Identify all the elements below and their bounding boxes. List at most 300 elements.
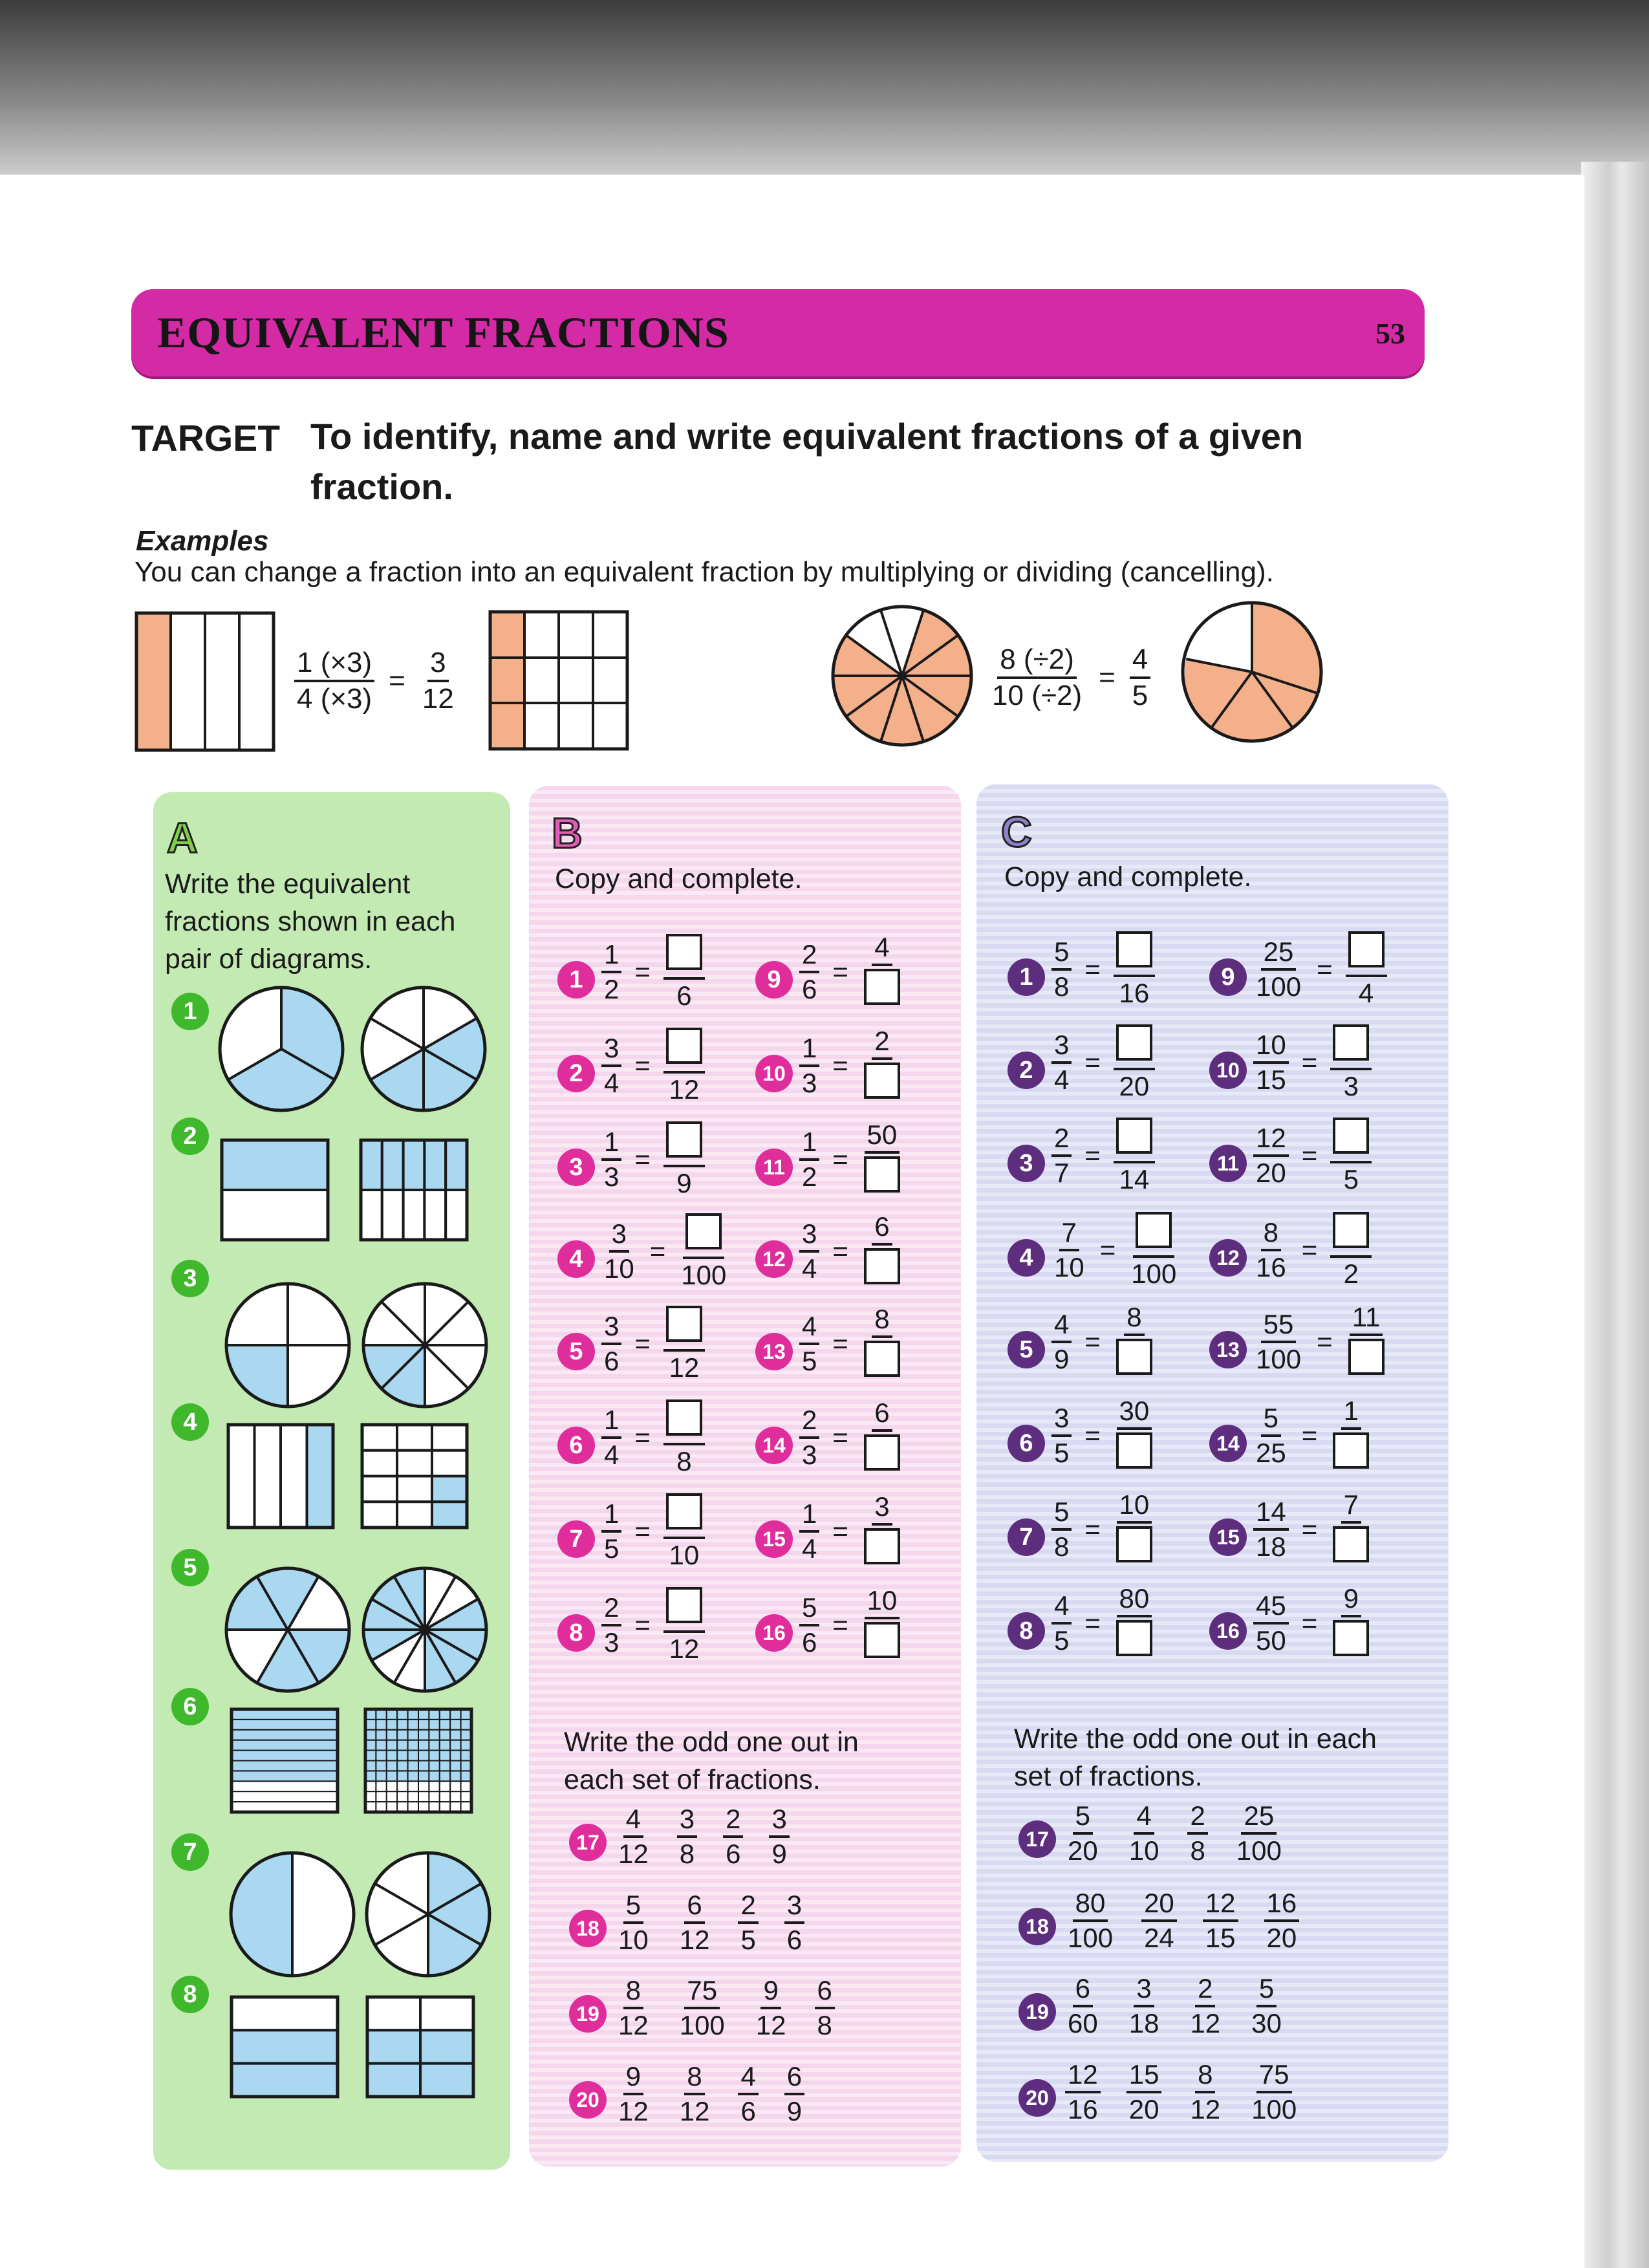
numerator bbox=[1114, 931, 1155, 977]
target-fraction bbox=[663, 1493, 705, 1569]
question-10 bbox=[799, 1028, 903, 1103]
question-1 bbox=[601, 934, 705, 1010]
set-fraction-4 bbox=[784, 1892, 804, 1954]
question-number-badge: 9 bbox=[1209, 958, 1247, 996]
grid-cell bbox=[255, 1425, 281, 1528]
denominator: 10 bbox=[604, 1253, 634, 1284]
answer-box[interactable] bbox=[666, 1399, 702, 1436]
denominator: 2 bbox=[802, 1161, 817, 1192]
numerator: 4 bbox=[1051, 1311, 1072, 1343]
answer-box[interactable] bbox=[666, 934, 702, 970]
numerator: 1 bbox=[601, 1500, 621, 1533]
denominator: 25 bbox=[1256, 1437, 1286, 1468]
question-7 bbox=[1051, 1491, 1155, 1567]
grid-cell bbox=[418, 1751, 429, 1761]
denominator: 6 bbox=[726, 1839, 741, 1869]
answer-box[interactable] bbox=[1333, 1024, 1369, 1061]
numerator: 5 bbox=[1261, 1405, 1281, 1437]
set-fraction-2 bbox=[1126, 1975, 1162, 2037]
grid-cell bbox=[387, 1751, 397, 1761]
numerator bbox=[663, 1493, 705, 1539]
grid-cell bbox=[376, 1771, 386, 1781]
target-fraction bbox=[1330, 1212, 1372, 1288]
denominator: 100 bbox=[1256, 971, 1302, 1002]
answer-box[interactable] bbox=[864, 1063, 900, 1099]
given-fraction bbox=[1051, 1308, 1072, 1374]
denominator bbox=[861, 1338, 903, 1381]
question-1 bbox=[1051, 931, 1155, 1007]
answer-box[interactable] bbox=[666, 1306, 702, 1342]
question-number-badge: 2 bbox=[1008, 1052, 1045, 1089]
grid-cell bbox=[387, 1781, 397, 1791]
denominator: 100 bbox=[1251, 2094, 1297, 2124]
grid-cell bbox=[376, 1761, 386, 1771]
example-quarters-diagram bbox=[135, 611, 275, 752]
set-fraction-3 bbox=[723, 1806, 743, 1868]
equals-sign: = bbox=[832, 956, 848, 987]
target-fraction bbox=[663, 1306, 705, 1381]
numerator: 2 bbox=[872, 1028, 892, 1060]
numerator bbox=[663, 1587, 705, 1633]
grid-cell bbox=[450, 1771, 460, 1781]
question-number-badge: 10 bbox=[1209, 1052, 1247, 1089]
grid-cell bbox=[424, 1140, 446, 1190]
question-15 bbox=[799, 1493, 903, 1569]
answer-box[interactable] bbox=[1136, 1212, 1172, 1248]
numerator: 75 bbox=[1256, 2061, 1292, 2093]
question-14 bbox=[1253, 1398, 1372, 1473]
examples-label: Examples bbox=[136, 525, 269, 557]
question-number-badge: 12 bbox=[1209, 1239, 1247, 1277]
question-8 bbox=[1051, 1585, 1155, 1661]
given-fraction bbox=[1253, 1592, 1289, 1654]
question-number-badge: 5 bbox=[1008, 1331, 1045, 1368]
diagram-3-quarters bbox=[223, 1280, 352, 1410]
answer-box[interactable] bbox=[864, 1341, 900, 1377]
diagram-1-thirds bbox=[217, 984, 346, 1114]
diagram-8-thirds bbox=[230, 1995, 339, 2099]
grid-cell bbox=[450, 1720, 460, 1730]
examples-text: You can change a fraction into an equivalent fraction by multiplying or dividing (cancelling). bbox=[135, 556, 1274, 588]
grid-cell bbox=[440, 1720, 450, 1730]
denominator: 12 bbox=[669, 1634, 700, 1664]
denominator: 4 bbox=[604, 1439, 620, 1470]
denominator: 100 bbox=[1256, 1343, 1302, 1374]
target-fraction bbox=[861, 1213, 903, 1289]
denominator: 8 bbox=[1190, 1835, 1205, 1866]
numerator bbox=[663, 1121, 705, 1167]
grid-cell bbox=[404, 1140, 425, 1190]
set-fraction-2 bbox=[1126, 1802, 1162, 1864]
given-fraction bbox=[799, 1220, 819, 1282]
equals-sign: = bbox=[1084, 1139, 1101, 1171]
denominator: 24 bbox=[1144, 1923, 1174, 1953]
target-fraction bbox=[1114, 1491, 1155, 1567]
denominator bbox=[1114, 1617, 1155, 1661]
target-label: TARGET bbox=[131, 418, 281, 459]
given-fraction bbox=[1253, 1402, 1289, 1468]
given-fraction bbox=[1051, 1216, 1087, 1282]
grid-cell bbox=[397, 1425, 432, 1451]
numerator bbox=[1346, 931, 1387, 977]
question-5 bbox=[1051, 1304, 1155, 1379]
question-16 bbox=[1253, 1585, 1372, 1661]
odd-set-19 bbox=[1065, 1975, 1284, 2037]
denominator: 9 bbox=[771, 1839, 787, 1869]
section-a-letter: A bbox=[167, 814, 198, 861]
diagram-6-hundredths bbox=[363, 1707, 473, 1814]
pie-sector bbox=[231, 1853, 292, 1976]
question-number-badge: 13 bbox=[1209, 1331, 1247, 1368]
answer-box[interactable] bbox=[1348, 1339, 1385, 1375]
question-number-badge: 1 bbox=[171, 993, 209, 1030]
numerator: 3 bbox=[1051, 1405, 1072, 1437]
grid-cell bbox=[432, 1502, 467, 1528]
question-number-badge: 2 bbox=[557, 1055, 595, 1092]
equals-sign: = bbox=[649, 1235, 666, 1266]
grid-cell bbox=[376, 1740, 386, 1751]
target-fraction bbox=[1114, 1304, 1155, 1379]
denominator: 12 bbox=[669, 1352, 700, 1383]
grid-cell bbox=[397, 1502, 432, 1528]
question-16 bbox=[799, 1587, 903, 1663]
question-4 bbox=[601, 1213, 729, 1289]
denominator: 12 bbox=[618, 2010, 649, 2040]
grid-cell bbox=[397, 1476, 432, 1502]
grid-cell bbox=[376, 1720, 386, 1730]
target-fraction bbox=[861, 1587, 903, 1663]
question-12 bbox=[799, 1213, 903, 1289]
section-b-letter: B bbox=[552, 809, 583, 857]
set-fraction-1 bbox=[1065, 1975, 1101, 2037]
question-number-badge: 3 bbox=[1008, 1145, 1045, 1182]
section-b-instruction: Copy and complete. bbox=[555, 863, 803, 894]
grid-cell bbox=[420, 2030, 473, 2063]
grid-cell bbox=[232, 1720, 338, 1730]
odd-set-20 bbox=[1065, 2061, 1299, 2123]
numerator: 12 bbox=[1253, 1125, 1289, 1157]
equals-sign: = bbox=[1301, 1139, 1318, 1171]
scan-shadow-top bbox=[0, 0, 1649, 188]
numerator: 11 bbox=[1350, 1304, 1383, 1336]
denominator: 4 bbox=[802, 1533, 817, 1564]
example-twelfths-diagram bbox=[488, 610, 629, 751]
answer-box[interactable] bbox=[1116, 1024, 1152, 1061]
denominator bbox=[861, 1060, 903, 1103]
given-fraction bbox=[1051, 1031, 1072, 1094]
question-number-badge: 20 bbox=[1018, 2079, 1056, 2117]
numerator: 25 bbox=[1241, 1802, 1277, 1835]
set-fraction-4 bbox=[815, 1977, 835, 2039]
grid-cell bbox=[429, 1740, 439, 1751]
section-c-instruction: Copy and complete. bbox=[1004, 861, 1252, 892]
equals-sign: = bbox=[634, 1050, 651, 1081]
answer-box[interactable] bbox=[666, 1587, 702, 1623]
grid-cell bbox=[432, 1451, 467, 1476]
answer-box[interactable] bbox=[1333, 1118, 1369, 1154]
set-fraction-4 bbox=[1234, 1802, 1284, 1864]
answer-box[interactable] bbox=[864, 1248, 900, 1284]
set-fraction-2 bbox=[677, 2063, 713, 2125]
denominator: 15 bbox=[1205, 1923, 1236, 1953]
answer-box[interactable] bbox=[1333, 1432, 1369, 1469]
denominator: 6 bbox=[740, 2096, 756, 2126]
grid-cell bbox=[367, 2030, 420, 2063]
section-c-letter: C bbox=[1001, 808, 1032, 856]
answer-box[interactable] bbox=[1116, 1526, 1152, 1562]
question-number-badge: 4 bbox=[1008, 1239, 1045, 1277]
section-b-odd-instruction: Write the odd one out in each set of fractions. bbox=[564, 1727, 859, 1795]
denominator: 18 bbox=[1256, 1531, 1286, 1562]
question-number-badge: 19 bbox=[569, 1995, 607, 2033]
question-number-badge: 7 bbox=[171, 1833, 209, 1871]
set-fraction-2 bbox=[677, 1892, 713, 1954]
numerator bbox=[1114, 1024, 1155, 1070]
grid-cell bbox=[232, 1730, 338, 1740]
numerator: 3 bbox=[677, 1806, 697, 1838]
question-number-badge: 1 bbox=[557, 961, 595, 999]
target-fraction bbox=[663, 1399, 705, 1475]
target-fraction bbox=[1114, 1585, 1155, 1661]
question-number-badge: 17 bbox=[1018, 1820, 1056, 1858]
numerator bbox=[1114, 1118, 1155, 1163]
question-number-badge: 4 bbox=[171, 1403, 209, 1441]
answer-box[interactable] bbox=[1116, 1118, 1152, 1154]
answer-box[interactable] bbox=[666, 1028, 702, 1064]
target-fraction bbox=[861, 1028, 903, 1103]
grid-cell bbox=[429, 1720, 439, 1730]
given-fraction bbox=[799, 1404, 819, 1470]
denominator bbox=[1330, 1430, 1372, 1473]
example-equation-1 bbox=[294, 649, 457, 713]
denominator: 50 bbox=[1256, 1625, 1286, 1656]
set-fraction-1 bbox=[1065, 2061, 1101, 2123]
answer-box[interactable] bbox=[1333, 1212, 1369, 1248]
answer-box[interactable] bbox=[666, 1493, 702, 1529]
denominator: 60 bbox=[1068, 2008, 1098, 2038]
target-fraction bbox=[663, 934, 705, 1010]
grid-cell bbox=[408, 1751, 418, 1761]
question-11 bbox=[799, 1121, 903, 1197]
grid-cell bbox=[429, 1751, 439, 1761]
answer-box[interactable] bbox=[864, 969, 900, 1005]
denominator: 20 bbox=[1266, 1923, 1297, 1953]
answer-box[interactable] bbox=[864, 1434, 900, 1471]
numerator: 10 bbox=[1117, 1491, 1152, 1524]
denominator: 100 bbox=[1236, 1835, 1282, 1866]
question-6 bbox=[601, 1399, 705, 1475]
numerator: 5 bbox=[623, 1892, 643, 1924]
question-number-badge: 15 bbox=[755, 1520, 793, 1558]
equals-sign: = bbox=[832, 1609, 848, 1640]
denominator: 20 bbox=[1128, 2094, 1159, 2124]
denominator: 4 bbox=[1358, 978, 1374, 1008]
equals-sign: = bbox=[832, 1050, 848, 1081]
denominator: 30 bbox=[1251, 2008, 1282, 2038]
grid-cell bbox=[361, 1140, 382, 1190]
answer-box[interactable] bbox=[864, 1622, 900, 1658]
equals-sign: = bbox=[1099, 662, 1116, 693]
grid-cell bbox=[376, 1781, 386, 1791]
odd-set-18 bbox=[1065, 1890, 1299, 1952]
grid-cell bbox=[281, 1425, 307, 1528]
numerator: 2 bbox=[738, 1892, 758, 1924]
equals-sign: = bbox=[1317, 1326, 1333, 1357]
denominator: 100 bbox=[679, 2010, 725, 2040]
question-2 bbox=[601, 1028, 705, 1103]
set-fraction-1 bbox=[1065, 1802, 1101, 1864]
denominator: 3 bbox=[604, 1626, 620, 1658]
grid-cell bbox=[429, 1761, 439, 1771]
example-1-denominator: 4 (×3) bbox=[297, 683, 372, 715]
denominator: 18 bbox=[1128, 2008, 1159, 2038]
grid-cell bbox=[432, 1425, 467, 1451]
question-number-badge: 18 bbox=[569, 1910, 607, 1947]
numerator: 4 bbox=[799, 1313, 819, 1345]
grid-cell bbox=[450, 1730, 460, 1740]
equals-sign: = bbox=[1084, 1607, 1101, 1638]
answer-box[interactable] bbox=[1333, 1526, 1369, 1562]
grid-cell bbox=[404, 1190, 425, 1240]
diagram-2-tenths bbox=[359, 1138, 469, 1242]
numerator: 3 bbox=[769, 1806, 789, 1838]
grid-cell bbox=[424, 1190, 446, 1240]
equals-sign: = bbox=[1084, 1046, 1101, 1077]
equals-sign: = bbox=[389, 665, 405, 697]
grid-cell bbox=[418, 1730, 429, 1740]
numerator: 4 bbox=[1051, 1592, 1072, 1625]
numerator: 1 bbox=[799, 1035, 819, 1067]
answer-box[interactable] bbox=[685, 1213, 722, 1249]
question-number-badge: 4 bbox=[557, 1240, 595, 1278]
target-fraction bbox=[861, 934, 903, 1010]
grid-cell bbox=[376, 1730, 386, 1740]
set-fraction-3 bbox=[753, 1977, 789, 2039]
grid-cell bbox=[440, 1730, 450, 1740]
numerator bbox=[663, 1028, 705, 1074]
diagram-5-sixths bbox=[223, 1565, 352, 1694]
grid-cell bbox=[397, 1720, 407, 1730]
given-fraction bbox=[799, 1310, 819, 1376]
denominator: 100 bbox=[681, 1260, 727, 1290]
grid-cell bbox=[376, 1791, 386, 1802]
grid-cell bbox=[307, 1425, 334, 1528]
target-fraction bbox=[861, 1121, 903, 1197]
grid-cell bbox=[387, 1771, 397, 1781]
denominator: 12 bbox=[755, 2010, 786, 2040]
denominator bbox=[861, 1526, 903, 1569]
question-number-badge: 10 bbox=[755, 1055, 793, 1092]
answer-box[interactable] bbox=[1333, 1620, 1369, 1656]
target-fraction bbox=[1330, 1398, 1372, 1473]
answer-box[interactable] bbox=[1116, 1339, 1152, 1375]
numerator: 25 bbox=[1261, 938, 1297, 971]
grid-cell bbox=[232, 1781, 338, 1791]
numerator: 3 bbox=[799, 1220, 819, 1253]
denominator: 8 bbox=[817, 2010, 832, 2040]
numerator: 5 bbox=[1051, 1498, 1072, 1531]
question-number-badge: 1 bbox=[1008, 958, 1045, 996]
question-number-badge: 5 bbox=[557, 1333, 595, 1370]
equals-sign: = bbox=[1301, 1420, 1318, 1451]
section-a-instruction: Write the equivalent fractions shown in each pair of diagrams. bbox=[165, 869, 456, 975]
grid-cell bbox=[397, 1791, 407, 1802]
answer-box[interactable] bbox=[1116, 1620, 1152, 1656]
numerator: 4 bbox=[738, 2063, 758, 2095]
denominator: 10 bbox=[1054, 1251, 1084, 1282]
grid-cell bbox=[232, 1761, 338, 1771]
numerator: 20 bbox=[1141, 1890, 1177, 1922]
grid-cell bbox=[232, 1740, 338, 1751]
answer-box[interactable] bbox=[1348, 931, 1385, 967]
numerator bbox=[1133, 1212, 1174, 1258]
answer-box[interactable] bbox=[864, 1528, 900, 1564]
section-c-odd-instruction: Write the odd one out in each set of fractions. bbox=[1014, 1723, 1377, 1792]
numerator: 6 bbox=[872, 1399, 892, 1432]
denominator: 8 bbox=[1054, 971, 1070, 1002]
denominator bbox=[1114, 1524, 1155, 1567]
question-3 bbox=[601, 1121, 705, 1197]
equals-sign: = bbox=[1084, 953, 1101, 984]
given-fraction bbox=[1051, 938, 1072, 1000]
numerator: 8 bbox=[684, 2063, 704, 2095]
diagram-8-sixths bbox=[365, 1995, 475, 2099]
answer-box[interactable] bbox=[1116, 931, 1152, 967]
grid-cell bbox=[418, 1761, 429, 1771]
equals-sign: = bbox=[1301, 1046, 1318, 1077]
denominator: 2 bbox=[1343, 1258, 1359, 1289]
example-tenths-pie bbox=[831, 605, 973, 747]
given-fraction bbox=[601, 1310, 621, 1376]
numerator: 30 bbox=[1117, 1398, 1152, 1430]
numerator: 55 bbox=[1261, 1311, 1297, 1343]
diagram-2-halves bbox=[220, 1138, 330, 1242]
denominator: 6 bbox=[802, 1626, 817, 1658]
diagram-4-quarters bbox=[226, 1423, 335, 1529]
answer-box[interactable] bbox=[1116, 1432, 1152, 1469]
target-fraction bbox=[678, 1213, 729, 1289]
grid-cell bbox=[440, 1781, 450, 1791]
numerator: 2 bbox=[799, 1407, 819, 1439]
grid-cell bbox=[362, 1451, 397, 1476]
denominator: 5 bbox=[740, 1925, 756, 1955]
set-fraction-2 bbox=[677, 1806, 697, 1868]
grid-cell bbox=[397, 1771, 407, 1781]
given-fraction bbox=[1051, 1498, 1072, 1561]
target-fraction bbox=[1128, 1212, 1179, 1288]
odd-set-17 bbox=[616, 1806, 790, 1868]
numerator bbox=[663, 1306, 705, 1352]
denominator: 5 bbox=[604, 1533, 620, 1564]
grid-cell bbox=[408, 1791, 418, 1802]
numerator bbox=[683, 1213, 724, 1259]
grid-cell bbox=[429, 1730, 439, 1740]
target-fraction bbox=[861, 1493, 903, 1569]
grid-cell bbox=[440, 1740, 450, 1751]
grid-cell bbox=[450, 1751, 460, 1761]
numerator: 1 bbox=[799, 1500, 819, 1533]
set-fraction-1 bbox=[1065, 1890, 1116, 1952]
answer-box[interactable] bbox=[666, 1121, 702, 1158]
equals-sign: = bbox=[1084, 1420, 1101, 1451]
equals-sign: = bbox=[1099, 1234, 1116, 1265]
target-fraction bbox=[861, 1399, 903, 1475]
diagram-6-tenths bbox=[230, 1707, 339, 1814]
given-fraction bbox=[1051, 1402, 1072, 1468]
answer-box[interactable] bbox=[864, 1156, 900, 1193]
target-fraction bbox=[1330, 1024, 1372, 1100]
question-number-badge: 13 bbox=[755, 1333, 793, 1370]
